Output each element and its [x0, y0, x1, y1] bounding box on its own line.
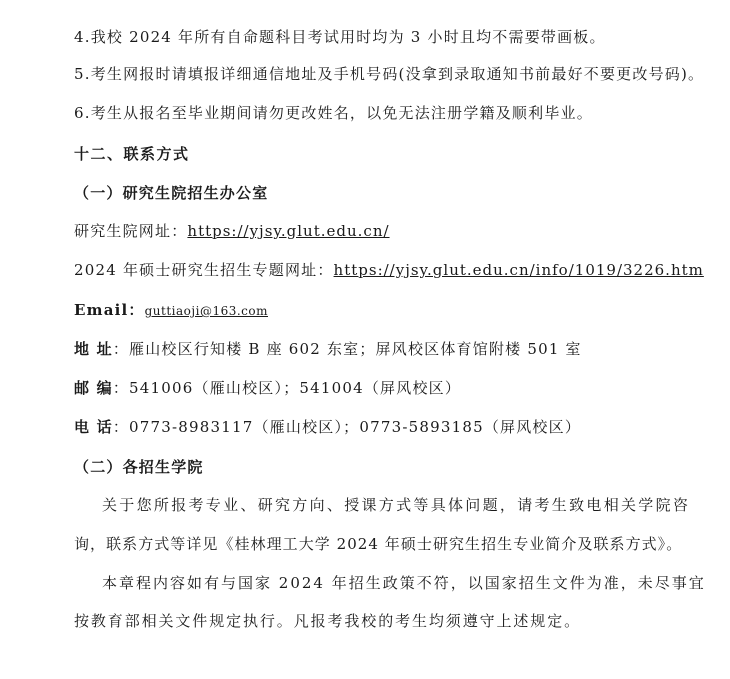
phone-value: 0773-8983117（雁山校区）；0773-5893185（屏风校区）: [129, 418, 582, 436]
note-5: 5.考生网报时请填报详细通信地址及手机号码(没拿到录取通知书前最好不要更改号码)。: [74, 65, 705, 83]
website-label: 研究生院网址：: [74, 222, 188, 240]
address-value: 雁山校区行知楼 B 座 602 东室；屏风校区体育馆附楼 501 室: [129, 340, 582, 358]
section-title: 十二、联系方式: [74, 145, 190, 163]
colleges-title: （二）各招生学院: [74, 458, 204, 476]
topic-label: 2024 年硕士研究生招生专题网址：: [74, 261, 334, 279]
website-link[interactable]: https://yjsy.glut.edu.cn/: [187, 222, 390, 240]
colleges-para1-line1: 关于您所报考专业、研究方向、授课方式等具体问题，请考生致电相关学院咨: [102, 496, 691, 514]
address-sep: ：: [112, 340, 130, 358]
colleges-para2-line2: 按教育部相关文件规定执行。凡报考我校的考生均须遵守上述规定。: [74, 612, 582, 630]
note-4: 4.我校 2024 年所有自命题科目考试用时均为 3 小时且均不需要带画板。: [74, 28, 606, 46]
postcode-value: 541006（雁山校区）；541004（屏风校区）: [129, 379, 462, 397]
postcode-sep: ：: [112, 379, 130, 397]
postcode-row: [74, 377, 461, 399]
topic-row: [74, 259, 704, 281]
phone-sep: ：: [112, 418, 130, 436]
website-row: [74, 220, 390, 242]
note-6: 6.考生从报名至毕业期间请勿更改姓名，以免无法注册学籍及顺利毕业。: [74, 104, 593, 122]
email-link[interactable]: guttiaoji@163.com: [144, 304, 268, 318]
postcode-label: 邮 编: [74, 379, 113, 397]
address-label: 地 址: [74, 340, 113, 358]
colleges-para1-line2: 询，联系方式等详见《桂林理工大学 2024 年硕士研究生招生专业简介及联系方式》。: [74, 535, 683, 553]
phone-row: [74, 416, 581, 438]
phone-label: 电 话: [74, 418, 113, 436]
colleges-para2-line1: 本章程内容如有与国家 2024 年招生政策不符，以国家招生文件为准，未尽事宜: [102, 574, 706, 592]
address-row: [74, 338, 582, 360]
email-row: [74, 299, 268, 322]
email-label: Email：: [74, 301, 145, 319]
topic-link[interactable]: https://yjsy.glut.edu.cn/info/1019/3226.htm: [333, 261, 704, 279]
office-title: （一）研究生院招生办公室: [74, 184, 269, 202]
